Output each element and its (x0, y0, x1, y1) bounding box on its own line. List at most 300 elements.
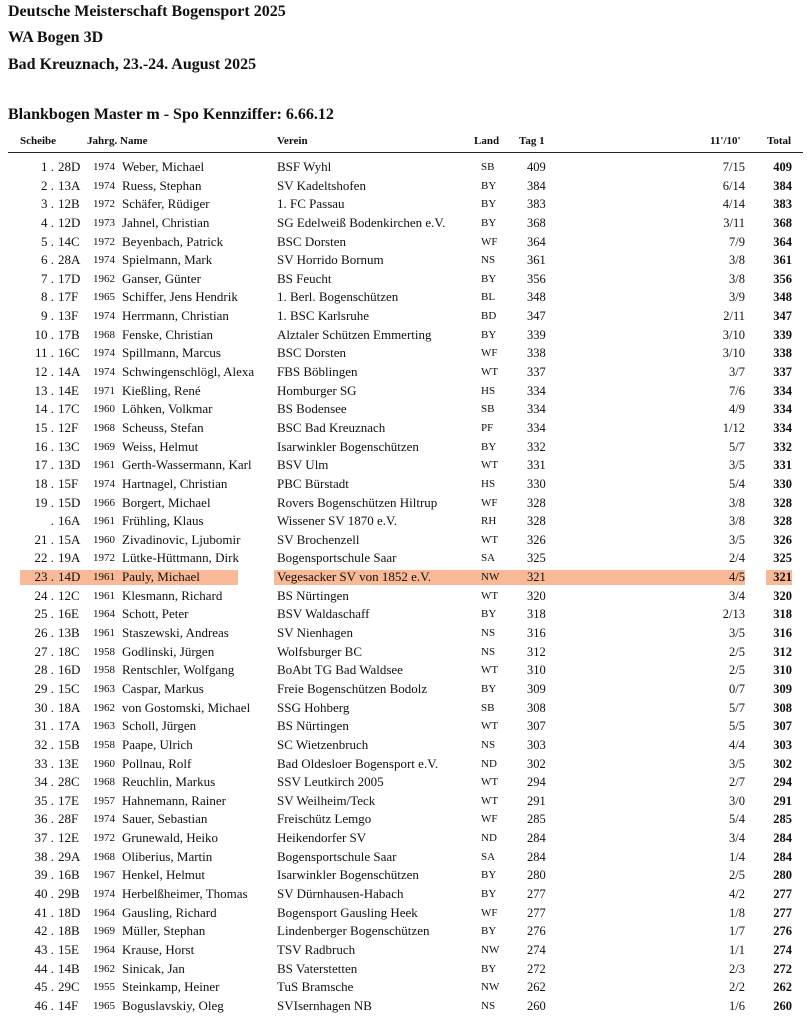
cell-total-score: 383 (773, 197, 792, 212)
cell-elevens-tens: 5/4 (729, 476, 745, 491)
cell-rank: 16 . (34, 438, 54, 454)
cell-rank: 33 . (34, 755, 54, 771)
cell-state: NS (481, 645, 496, 658)
table-row (0, 717, 811, 736)
cell-total-score: 277 (773, 905, 792, 920)
cell-day1-score: 338 (527, 346, 546, 361)
cell-day1-score: 332 (527, 439, 546, 454)
cell-state: WF (481, 235, 498, 248)
cell-target: 29B (58, 885, 80, 901)
cell-elevens-tens: 3/8 (729, 253, 745, 268)
cell-state: ND (481, 757, 497, 770)
cell-state: WF (481, 496, 498, 509)
cell-target: 16C (58, 345, 80, 361)
cell-rank: 34 . (34, 774, 54, 790)
cell-target: 12B (58, 196, 80, 212)
cell-elevens-tens: 3/5 (729, 626, 745, 641)
cell-birth-year: 1961 (93, 589, 115, 602)
cell-birth-year: 1961 (93, 459, 115, 472)
cell-birth-year: 1974 (93, 813, 115, 826)
cell-elevens-tens: 2/7 (729, 775, 745, 790)
cell-elevens-tens: 5/5 (729, 719, 745, 734)
cell-target: 16E (58, 606, 79, 622)
col-head-land: Land (474, 135, 500, 147)
cell-birth-year: 1957 (93, 794, 115, 807)
cell-state: WT (481, 533, 499, 546)
cell-target: 13E (58, 755, 79, 771)
cell-day1-score: 334 (527, 383, 546, 398)
cell-total-score: 276 (773, 924, 792, 939)
cell-state: NW (481, 571, 500, 584)
cell-elevens-tens: 5/7 (729, 439, 745, 454)
cell-rank: 36 . (34, 811, 54, 827)
cell-club: SV Dürnhausen-Habach (277, 885, 404, 901)
cell-birth-year: 1972 (93, 832, 115, 845)
cell-day1-score: 320 (527, 588, 546, 603)
cell-club: 1. Berl. Bogenschützen (277, 289, 399, 305)
cell-day1-score: 312 (527, 644, 546, 659)
cell-club: SV Weilheim/Teck (277, 792, 376, 808)
table-row (0, 960, 811, 979)
cell-total-score: 334 (773, 402, 792, 417)
cell-rank: 1 . (41, 159, 54, 174)
cell-target: 18B (58, 923, 80, 939)
cell-state: BY (481, 608, 497, 621)
col-head-11-10: 11'/10' (710, 135, 741, 147)
cell-total-score: 326 (773, 532, 792, 547)
cell-elevens-tens: 3/5 (729, 458, 745, 473)
cell-athlete-name: von Gostomski, Michael (122, 699, 251, 715)
cell-state: NS (481, 999, 496, 1012)
cell-rank: 22 . (34, 550, 54, 566)
cell-rank: 29 . (34, 680, 54, 696)
cell-birth-year: 1974 (93, 347, 115, 360)
cell-day1-score: 294 (527, 775, 546, 790)
cell-rank: 8 . (41, 289, 54, 305)
cell-athlete-name: Spillmann, Marcus (122, 345, 221, 361)
cell-athlete-name: Rentschler, Wolfgang (122, 662, 235, 678)
table-row (0, 829, 811, 848)
cell-target: 15F (58, 475, 79, 491)
cell-athlete-name: Henkel, Helmut (122, 867, 206, 883)
cell-day1-score: 284 (527, 831, 546, 846)
cell-rank: 43 . (34, 941, 54, 957)
cell-target: 14B (58, 960, 80, 976)
cell-athlete-name: Schäfer, Rüdiger (122, 196, 210, 212)
cell-target: 13A (58, 177, 81, 193)
cell-rank: . (50, 513, 54, 529)
location-date: Bad Kreuznach, 23.-24. August 2025 (8, 56, 257, 73)
table-row (0, 512, 811, 531)
cell-target: 18D (58, 904, 81, 920)
cell-elevens-tens: 4/14 (722, 197, 745, 212)
cell-rank: 9 . (41, 308, 54, 324)
cell-elevens-tens: 4/4 (729, 737, 745, 752)
cell-day1-score: 309 (527, 681, 546, 696)
cell-state: NW (481, 981, 500, 994)
cell-birth-year: 1969 (93, 925, 115, 938)
cell-total-score: 284 (773, 831, 792, 846)
cell-state: BY (481, 925, 497, 938)
cell-club: Freie Bogenschützen Bodolz (277, 680, 428, 696)
cell-elevens-tens: 1/1 (729, 942, 745, 957)
cell-total-score: 330 (773, 476, 792, 491)
cell-total-score: 284 (773, 849, 792, 864)
table-row (0, 158, 811, 177)
cell-birth-year: 1968 (93, 776, 115, 789)
cell-total-score: 291 (773, 793, 792, 808)
cell-total-score: 337 (773, 365, 792, 380)
cell-rank: 37 . (34, 830, 54, 846)
table-row (0, 307, 811, 326)
cell-birth-year: 1963 (93, 720, 115, 733)
cell-rank: 39 . (34, 867, 54, 883)
cell-rank: 32 . (34, 736, 54, 752)
cell-target: 13F (58, 308, 79, 324)
cell-day1-score: 337 (527, 365, 546, 380)
cell-rank: 17 . (34, 457, 54, 473)
cell-elevens-tens: 3/4 (729, 588, 745, 603)
cell-day1-score: 318 (527, 607, 546, 622)
cell-rank: 30 . (34, 699, 54, 715)
cell-athlete-name: Schwingenschlögl, Alexa (122, 364, 255, 380)
cell-rank: 44 . (34, 960, 54, 976)
cell-target: 17E (58, 792, 79, 808)
cell-state: WF (481, 906, 498, 919)
cell-elevens-tens: 0/7 (729, 681, 745, 696)
cell-club: Alztaler Schützen Emmerting (277, 326, 432, 342)
cell-club: SV Kadeltshofen (277, 177, 366, 193)
cell-target: 15A (58, 531, 81, 547)
cell-day1-score: 334 (527, 420, 546, 435)
cell-day1-score: 308 (527, 700, 546, 715)
cell-total-score: 312 (773, 644, 792, 659)
cell-day1-score: 409 (527, 160, 546, 174)
cell-day1-score: 316 (527, 626, 546, 641)
cell-athlete-name: Borgert, Michael (122, 494, 211, 510)
cell-elevens-tens: 3/5 (729, 756, 745, 771)
cell-total-score: 409 (773, 160, 792, 174)
cell-athlete-name: Spielmann, Mark (122, 252, 213, 268)
cell-club: SG Edelweiß Bodenkirchen e.V. (277, 214, 446, 230)
cell-total-score: 272 (773, 961, 792, 976)
cell-elevens-tens: 2/5 (729, 868, 745, 883)
cell-rank: 15 . (34, 419, 54, 435)
cell-club: SC Wietzenbruch (277, 736, 369, 752)
cell-athlete-name: Klesmann, Richard (122, 587, 223, 603)
cell-elevens-tens: 1/4 (729, 849, 745, 864)
cell-target: 19A (58, 550, 81, 566)
table-row (0, 605, 811, 624)
cell-birth-year: 1974 (93, 310, 115, 323)
cell-day1-score: 328 (527, 495, 546, 510)
cell-total-score: 310 (773, 663, 792, 678)
cell-day1-score: 339 (527, 327, 546, 342)
cell-elevens-tens: 3/0 (729, 793, 745, 808)
col-head-jahrg-name: Jahrg. Name (87, 135, 148, 147)
cell-state: NW (481, 943, 500, 956)
cell-state: NS (481, 254, 496, 267)
cell-club: Wolfsburger BC (277, 643, 363, 659)
cell-athlete-name: Löhken, Volkmar (122, 401, 213, 417)
cell-state: HS (481, 384, 496, 397)
cell-rank: 46 . (34, 997, 54, 1013)
cell-target: 12E (58, 830, 79, 846)
cell-club: BSV Ulm (277, 457, 329, 473)
cell-club: SV Nienhagen (277, 625, 353, 641)
cell-athlete-name: Staszewski, Andreas (122, 625, 229, 641)
cell-rank: 14 . (34, 401, 54, 417)
cell-birth-year: 1974 (93, 477, 115, 490)
cell-total-score: 308 (773, 700, 792, 715)
cell-athlete-name: Krause, Horst (122, 941, 195, 957)
cell-target: 28F (58, 811, 79, 827)
cell-day1-score: 326 (527, 532, 546, 547)
table-row (0, 736, 811, 755)
cell-total-score: 262 (773, 980, 792, 995)
cell-target: 13D (58, 457, 81, 473)
table-row (0, 624, 811, 643)
cell-state: BY (481, 869, 497, 882)
cell-club: Rovers Bogenschützen Hiltrup (277, 494, 438, 510)
header-divider (8, 152, 803, 153)
cell-elevens-tens: 2/2 (729, 980, 745, 995)
cell-birth-year: 1962 (93, 962, 115, 975)
cell-elevens-tens: 7/9 (729, 234, 745, 249)
cell-athlete-name: Weiss, Helmut (122, 438, 199, 454)
cell-club: BSF Wyhl (277, 159, 332, 174)
cell-birth-year: 1974 (93, 254, 115, 267)
table-row (0, 568, 811, 587)
cell-total-score: 285 (773, 812, 792, 827)
cell-club: Homburger SG (277, 382, 357, 398)
cell-state: BL (481, 291, 496, 304)
cell-birth-year: 1964 (93, 943, 115, 956)
cell-total-score: 316 (773, 626, 792, 641)
cell-target: 13C (58, 438, 80, 454)
table-row (0, 251, 811, 270)
results-table (0, 158, 811, 1015)
table-row (0, 363, 811, 382)
discipline-title: WA Bogen 3D (8, 29, 104, 46)
cell-rank: 21 . (34, 531, 54, 547)
cell-day1-score: 277 (527, 886, 546, 901)
cell-rank: 23 . (34, 569, 54, 585)
cell-athlete-name: Oliberius, Martin (122, 848, 213, 864)
cell-state: BY (481, 272, 497, 285)
cell-rank: 26 . (34, 625, 54, 641)
cell-state: WT (481, 664, 499, 677)
cell-elevens-tens: 1/8 (729, 905, 745, 920)
cell-rank: 3 . (41, 196, 54, 212)
cell-birth-year: 1974 (93, 366, 115, 379)
cell-rank: 10 . (34, 326, 54, 342)
cell-club: Bad Oldesloer Bogensport e.V. (277, 755, 439, 771)
cell-club: Freischütz Lemgo (277, 811, 372, 827)
cell-total-score: 325 (773, 551, 792, 566)
class-title: Blankbogen Master m - Spo Kennziffer: 6.66.12 (8, 106, 334, 123)
table-row (0, 494, 811, 513)
cell-day1-score: 368 (527, 215, 546, 230)
cell-birth-year: 1969 (93, 440, 115, 453)
table-row (0, 978, 811, 997)
cell-birth-year: 1961 (93, 571, 115, 584)
cell-total-score: 274 (773, 942, 792, 957)
cell-club: BSC Dorsten (277, 345, 346, 361)
cell-total-score: 294 (773, 775, 792, 790)
cell-athlete-name: Jahnel, Christian (122, 214, 210, 230)
cell-club: Isarwinkler Bogenschützen (277, 438, 419, 454)
cell-birth-year: 1968 (93, 421, 115, 434)
cell-club: BS Bodensee (277, 401, 347, 417)
cell-athlete-name: Grunewald, Heiko (122, 830, 219, 846)
cell-elevens-tens: 5/7 (729, 700, 745, 715)
cell-total-score: 356 (773, 271, 792, 286)
cell-day1-score: 277 (527, 905, 546, 920)
cell-birth-year: 1961 (93, 515, 115, 528)
cell-target: 16B (58, 867, 80, 883)
cell-birth-year: 1965 (93, 999, 115, 1012)
cell-total-score: 328 (773, 495, 792, 510)
cell-birth-year: 1971 (93, 384, 115, 397)
cell-day1-score: 272 (527, 961, 546, 976)
cell-total-score: 309 (773, 681, 792, 696)
cell-state: WT (481, 459, 499, 472)
cell-state: ND (481, 832, 497, 845)
cell-birth-year: 1960 (93, 533, 115, 546)
cell-total-score: 338 (773, 346, 792, 361)
cell-rank: 41 . (34, 904, 54, 920)
cell-rank: 35 . (34, 792, 54, 808)
cell-state: HS (481, 477, 496, 490)
cell-target: 12D (58, 214, 81, 230)
cell-athlete-name: Fenske, Christian (122, 326, 213, 342)
cell-birth-year: 1972 (93, 552, 115, 565)
col-head-verein: Verein (277, 135, 308, 147)
col-head-tag1: Tag 1 (519, 135, 545, 147)
cell-club: Bogensportschule Saar (277, 550, 397, 566)
cell-day1-score: 302 (527, 756, 546, 771)
cell-birth-year: 1972 (93, 235, 115, 248)
cell-birth-year: 1958 (93, 645, 115, 658)
cell-birth-year: 1974 (93, 179, 115, 192)
cell-athlete-name: Müller, Stephan (122, 923, 206, 939)
cell-club: SV Horrido Bornum (277, 252, 384, 268)
cell-rank: 19 . (34, 494, 54, 510)
cell-total-score: 280 (773, 868, 792, 883)
cell-athlete-name: Paape, Ulrich (122, 736, 193, 752)
cell-total-score: 347 (773, 309, 792, 324)
cell-state: BY (481, 887, 497, 900)
cell-rank: 4 . (41, 214, 54, 230)
cell-athlete-name: Kießling, René (122, 382, 201, 398)
cell-target: 29A (58, 848, 81, 864)
cell-target: 14C (58, 233, 80, 249)
cell-state: BY (481, 198, 497, 211)
cell-rank: 7 . (41, 270, 54, 286)
table-row (0, 680, 811, 699)
cell-club: Vegesacker SV von 1852 e.V. (277, 569, 432, 585)
cell-club: SSV Leutkirch 2005 (277, 774, 384, 790)
cell-athlete-name: Scheuss, Stefan (122, 419, 204, 435)
cell-state: BY (481, 962, 497, 975)
cell-athlete-name: Scholl, Jürgen (122, 718, 197, 734)
cell-club: BSV Waldaschaff (277, 606, 370, 622)
cell-elevens-tens: 3/10 (722, 327, 745, 342)
cell-total-score: 332 (773, 439, 792, 454)
cell-athlete-name: Caspar, Markus (122, 680, 204, 696)
cell-total-score: 361 (773, 253, 792, 268)
cell-birth-year: 1964 (93, 608, 115, 621)
table-row (0, 699, 811, 718)
cell-club: SVIsernhagen NB (277, 997, 372, 1013)
cell-elevens-tens: 2/11 (723, 309, 745, 324)
table-row (0, 587, 811, 606)
cell-rank: 40 . (34, 885, 54, 901)
cell-elevens-tens: 4/9 (729, 402, 745, 417)
cell-athlete-name: Schott, Peter (122, 606, 189, 622)
cell-day1-score: 280 (527, 868, 546, 883)
cell-target: 18C (58, 643, 80, 659)
cell-state: RH (481, 515, 497, 528)
cell-day1-score: 384 (527, 178, 546, 193)
cell-elevens-tens: 1/6 (729, 998, 745, 1013)
cell-state: BY (481, 440, 497, 453)
cell-target: 14F (58, 997, 79, 1013)
table-row (0, 866, 811, 885)
cell-elevens-tens: 4/5 (729, 570, 745, 585)
table-row (0, 848, 811, 867)
cell-state: BY (481, 328, 497, 341)
cell-birth-year: 1955 (93, 981, 115, 994)
cell-day1-score: 325 (527, 551, 546, 566)
cell-day1-score: 291 (527, 793, 546, 808)
cell-elevens-tens: 3/4 (729, 831, 745, 846)
cell-rank: 27 . (34, 643, 54, 659)
cell-day1-score: 285 (527, 812, 546, 827)
table-row (0, 195, 811, 214)
cell-elevens-tens: 3/8 (729, 514, 745, 529)
cell-state: WF (481, 813, 498, 826)
cell-state: WF (481, 347, 498, 360)
table-row (0, 885, 811, 904)
table-row (0, 382, 811, 401)
cell-rank: 6 . (41, 252, 54, 268)
cell-rank: 2 . (41, 177, 54, 193)
cell-target: 18A (58, 699, 81, 715)
cell-day1-score: 331 (527, 458, 546, 473)
table-row (0, 810, 811, 829)
cell-club: BSC Dorsten (277, 233, 346, 249)
cell-athlete-name: Steinkamp, Heiner (122, 979, 220, 995)
cell-club: Isarwinkler Bogenschützen (277, 867, 419, 883)
cell-club: BS Vaterstetten (277, 960, 358, 976)
table-row (0, 326, 811, 345)
table-row (0, 270, 811, 289)
cell-club: BS Nürtingen (277, 718, 349, 734)
table-row (0, 997, 811, 1016)
cell-athlete-name: Beyenbach, Patrick (122, 233, 224, 249)
cell-total-score: 320 (773, 588, 792, 603)
cell-birth-year: 1958 (93, 738, 115, 751)
cell-day1-score: 307 (527, 719, 546, 734)
cell-birth-year: 1962 (93, 701, 115, 714)
cell-state: SB (481, 701, 495, 714)
cell-state: BY (481, 179, 497, 192)
cell-day1-score: 383 (527, 197, 546, 212)
cell-target: 14D (58, 569, 81, 585)
table-row (0, 344, 811, 363)
